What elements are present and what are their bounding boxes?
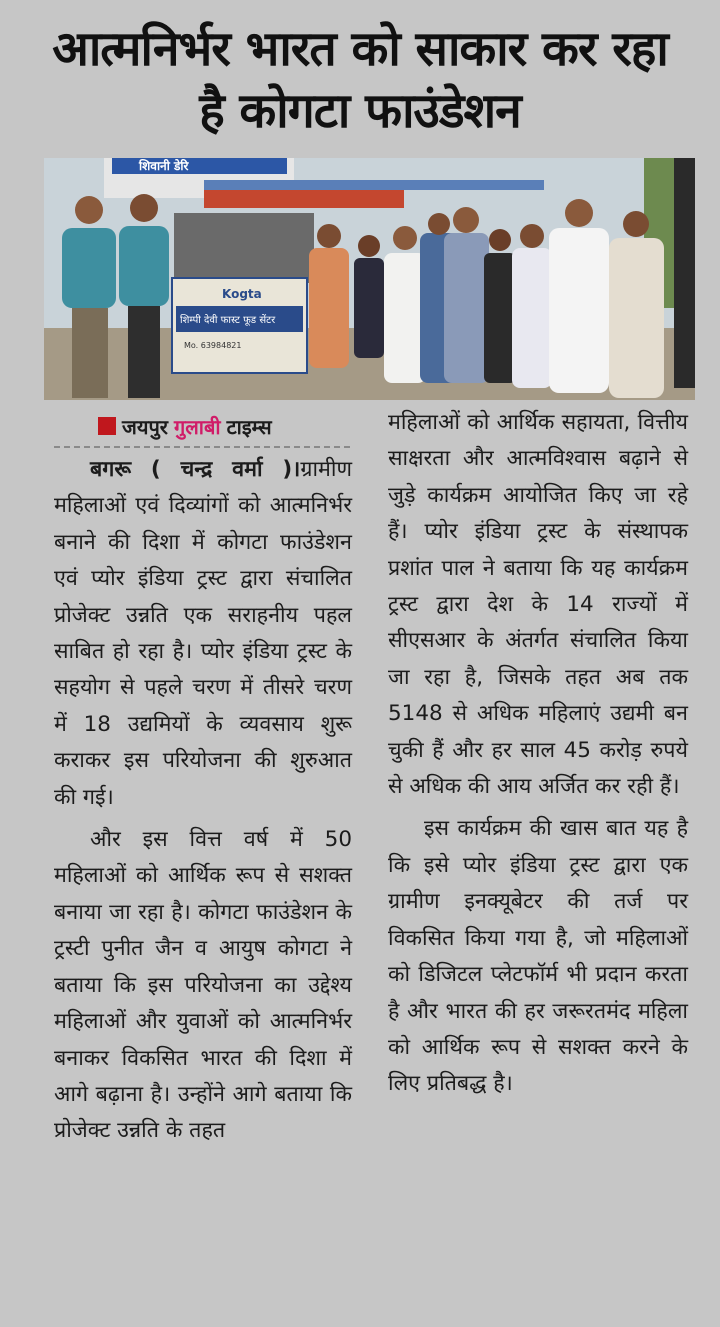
publication-byline (98, 412, 272, 440)
article-paragraph-4: इस कार्यक्रम की खास बात यह है कि इसे प्योर इंडिया ट्रस्ट द्वारा एक ग्रामीण इनक्यूबेटर की तर्ज पर विकसित किया गया है, जो महिलाओं को डिजिटल प्लेटफॉर्म भी प्रदान करता है और भारत की हर जरूरतमंद महिला को आर्थिक रूप से सशक्त करने के लिए प्रतिबद्ध है। (388, 816, 688, 1097)
article-column-left (54, 452, 352, 1150)
article-dateline: बगरू ( चन्द्र वर्मा )। (90, 457, 301, 482)
article-paragraph-2: और इस वित्त वर्ष में 50 महिलाओं को आर्थिक रूप से सशक्त बनाया जा रहा है। कोगटा फाउंडेशन के ट्रस्टी पुनीत जैन व आयुष कोगटा ने बताया कि इस परियोजना का उद्देश्य महिलाओं और युवाओं को आत्मनिर्भर बनाकर विकसित भारत की दिशा में आगे बढ़ाना है। उन्होंने आगे बताया कि प्रोजेक्ट उन्नति के तहत (54, 827, 352, 1144)
byline-city: जयपुर (122, 414, 168, 439)
group-photo-illustration (44, 158, 695, 400)
news-photo (44, 158, 695, 400)
byline-square-icon (98, 417, 116, 435)
article-paragraph-1-text: ग्रामीण महिलाओं एवं दिव्यांगों को आत्मनिर्भर बनाने की दिशा में कोगटा फाउंडेशन एवं प्योर इंडिया ट्रस्ट द्वारा संचालित प्रोजेक्ट उन्नति एक सराहनीय पहल साबित हो रहा है। प्योर इंडिया ट्रस्ट के सहयोग से पहले चरण में तीसरे चरण में 18 उद्यमियों के व्यवसाय शुरू कराकर इस परियोजना की शुरुआत की गई। (54, 457, 352, 810)
byline-accent: गुलाबी (173, 414, 221, 439)
photo-cart-phone: Mo. 63984821 (184, 341, 242, 350)
headline-line-1: आत्मनिर्भर भारत को साकार कर रहा (52, 21, 668, 77)
byline-divider (54, 446, 350, 448)
photo-cart-title: शिम्पी देवी फास्ट फूड सेंटर (180, 315, 276, 326)
headline (0, 18, 720, 142)
photo-cart-brand: Kogta (222, 287, 262, 301)
article-paragraph-3: महिलाओं को आर्थिक सहायता, वित्तीय साक्षरता और आत्मविश्वास बढ़ाने से जुड़े कार्यक्रम आयोजित किए जा रहे हैं। प्योर इंडिया ट्रस्ट के संस्थापक प्रशांत पाल ने बताया कि यह कार्यक्रम ट्रस्ट द्वारा देश के 14 राज्यों में सीएसआर के अंतर्गत संचालित किया जा रहा है, जिसके तहत अब तक 5148 से अधिक महिलाएं उद्यमी बन चुकी हैं और हर साल 45 करोड़ रुपये से अधिक की आय अर्जित कर रही हैं। (388, 410, 688, 800)
article-paragraph-1 (54, 452, 352, 816)
article-column-right (388, 405, 688, 1103)
headline-line-2: है कोगटा फाउंडेशन (199, 83, 521, 139)
byline-times: टाइम्स (226, 414, 272, 439)
photo-shop-sign: शिवानी डेरि (139, 159, 189, 173)
